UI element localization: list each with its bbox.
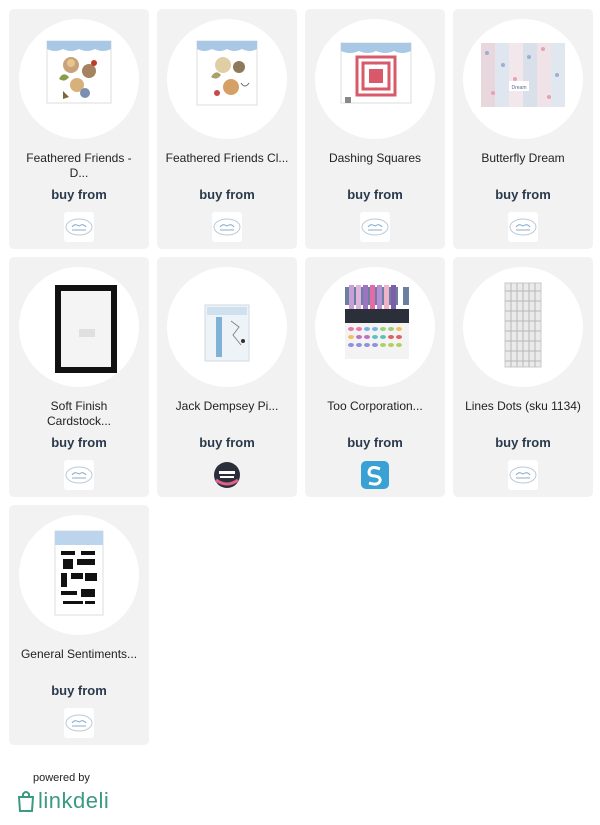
product-title-line: Feathered Friends Cl... bbox=[165, 151, 289, 165]
buy-from-link[interactable]: buy from bbox=[199, 435, 255, 450]
product-image[interactable] bbox=[19, 267, 139, 387]
product-card[interactable] bbox=[9, 505, 149, 745]
product-title-line: Soft Finish bbox=[50, 399, 108, 413]
product-title[interactable] bbox=[461, 151, 585, 183]
powered-by-label: powered by bbox=[33, 772, 90, 784]
buy-from-link[interactable]: buy from bbox=[347, 187, 403, 202]
footer bbox=[16, 772, 116, 814]
product-title-line: Dashing Squares bbox=[328, 151, 422, 165]
elizabeth-craft-logo-icon[interactable] bbox=[212, 212, 242, 242]
product-grid bbox=[9, 9, 593, 745]
elizabeth-craft-logo-icon[interactable] bbox=[64, 212, 94, 242]
create-for-less-logo-icon[interactable] bbox=[212, 460, 242, 490]
product-title-line: Butterfly Dream bbox=[481, 151, 565, 165]
product-title-line: Lines Dots (sku 1134) bbox=[465, 399, 581, 413]
product-card[interactable] bbox=[9, 9, 149, 249]
svg-text:Dream: Dream bbox=[511, 85, 527, 91]
product-image[interactable] bbox=[463, 19, 583, 139]
s-logo-icon[interactable] bbox=[360, 460, 390, 490]
buy-from-link[interactable]: buy from bbox=[199, 187, 255, 202]
product-card[interactable] bbox=[453, 9, 593, 249]
product-title[interactable] bbox=[17, 399, 141, 431]
elizabeth-craft-logo-icon[interactable] bbox=[508, 460, 538, 490]
product-title[interactable] bbox=[17, 151, 141, 183]
shopping-bag-icon bbox=[16, 789, 36, 813]
elizabeth-craft-logo-icon[interactable] bbox=[64, 708, 94, 738]
product-image[interactable] bbox=[167, 19, 287, 139]
product-image[interactable] bbox=[463, 267, 583, 387]
product-title-line: Too Corporation... bbox=[327, 399, 423, 413]
elizabeth-craft-logo-icon[interactable] bbox=[64, 460, 94, 490]
product-title[interactable] bbox=[165, 151, 289, 183]
linkdeli-wordmark: linkdeli bbox=[38, 788, 110, 813]
product-title-line: Cardstock... bbox=[46, 414, 112, 428]
product-image[interactable] bbox=[19, 19, 139, 139]
product-card[interactable] bbox=[157, 9, 297, 249]
product-card[interactable] bbox=[157, 257, 297, 497]
product-title-line: D... bbox=[69, 166, 89, 180]
product-card[interactable] bbox=[453, 257, 593, 497]
product-title[interactable] bbox=[313, 399, 437, 431]
product-title-line: Jack Dempsey Pi... bbox=[175, 399, 279, 413]
product-image[interactable] bbox=[19, 515, 139, 635]
product-title[interactable] bbox=[17, 647, 141, 679]
product-image[interactable] bbox=[167, 267, 287, 387]
buy-from-link[interactable]: buy from bbox=[51, 435, 107, 450]
buy-from-link[interactable]: buy from bbox=[51, 683, 107, 698]
product-title-line: Feathered Friends - bbox=[26, 151, 132, 165]
buy-from-link[interactable]: buy from bbox=[495, 435, 551, 450]
linkdeli-logo[interactable] bbox=[16, 788, 116, 814]
product-card[interactable] bbox=[305, 257, 445, 497]
product-title[interactable] bbox=[165, 399, 289, 431]
product-title[interactable] bbox=[461, 399, 585, 431]
product-card[interactable] bbox=[305, 9, 445, 249]
product-image[interactable] bbox=[315, 267, 435, 387]
buy-from-link[interactable]: buy from bbox=[347, 435, 403, 450]
elizabeth-craft-logo-icon[interactable] bbox=[360, 212, 390, 242]
buy-from-link[interactable]: buy from bbox=[51, 187, 107, 202]
product-image[interactable] bbox=[315, 19, 435, 139]
product-card[interactable] bbox=[9, 257, 149, 497]
product-title[interactable] bbox=[313, 151, 437, 183]
elizabeth-craft-logo-icon[interactable] bbox=[508, 212, 538, 242]
product-title-line: General Sentiments... bbox=[20, 647, 138, 661]
buy-from-link[interactable]: buy from bbox=[495, 187, 551, 202]
